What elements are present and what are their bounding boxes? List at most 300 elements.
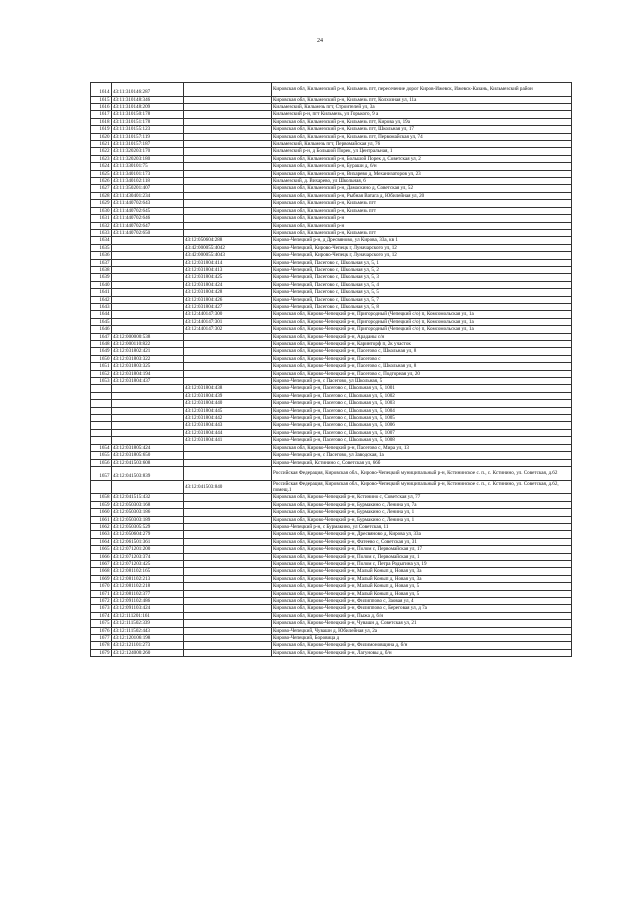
- table-row: [91, 83, 572, 97]
- table-row: [91, 385, 572, 392]
- table-row: [91, 281, 572, 288]
- cadastral-number-cell: 43:12:041503:608: [111, 459, 183, 466]
- row-number-cell: [91, 429, 112, 436]
- table-row: [91, 444, 572, 451]
- cadastral-number-cell: [111, 266, 183, 273]
- sub-cadastral-number-cell: 43:12:031804:439: [183, 392, 271, 399]
- address-cell: Российская Федерация, Кировская обл., Кирово-Чепецкий муниципальный р-н, Кстининское с. п., с. Кстинино, ул. Советская, д.62, помещ.1: [271, 480, 572, 494]
- cadastral-number-cell: 43:11:440702:650: [111, 229, 183, 236]
- cadastral-number-cell: 43:11:440702:647: [111, 222, 183, 229]
- sub-cadastral-number-cell: [183, 560, 271, 567]
- sub-cadastral-number-cell: [183, 452, 271, 459]
- row-number-cell: 1625: [91, 170, 112, 177]
- sub-cadastral-number-cell: 43:12:031804:414: [183, 259, 271, 266]
- sub-cadastral-number-cell: [183, 620, 271, 627]
- table-row: [91, 244, 572, 251]
- table-row: [91, 303, 572, 310]
- table-row: [91, 259, 572, 266]
- sub-cadastral-number-cell: [183, 141, 271, 148]
- table-row: [91, 407, 572, 414]
- table-row: [91, 429, 572, 436]
- cadastral-number-cell: 43:12:050303:189: [111, 516, 183, 523]
- table-row: [91, 274, 572, 281]
- cadastral-number-cell: 43:11:440702:643: [111, 200, 183, 207]
- table-row: [91, 289, 572, 296]
- address-cell: Кировская обл, Кирово-Чепецкий р-н, Пасегово с, Мира ул, 13: [271, 444, 572, 451]
- address-cell: Кирово-Чепецкий, Пасегово с, Школьная ул, 5, 3: [271, 274, 572, 281]
- row-number-cell: 1616: [91, 104, 112, 111]
- sub-cadastral-number-cell: 43:12:031804:445: [183, 407, 271, 414]
- address-cell: Кирово-Чепецкий р-н, с Бурмакино, ул Советская, 11: [271, 523, 572, 530]
- registry-table: [90, 82, 572, 657]
- address-cell: Кировская обл, Кирово-Чепецкий р-н, Пасегово с, Школьная ул, 8: [271, 348, 572, 355]
- row-number-cell: 1620: [91, 133, 112, 140]
- table-row: [91, 363, 572, 370]
- sub-cadastral-number-cell: [183, 96, 271, 103]
- address-cell: Кировская обл, Кирово-Чепецкий р-н, Бурмакино с, Ленина ул, 1: [271, 509, 572, 516]
- table-row: [91, 104, 572, 111]
- cadastral-number-cell: 43:12:121101:273: [111, 642, 183, 649]
- cadastral-number-cell: 43:11:310151:178: [111, 118, 183, 125]
- address-cell: Кировская обл, Кильмезский р-н, Кильмезь пгт, пересечение дорог Киров-Ижевск, Ижевск-Казань, Кильмезский район: [271, 83, 572, 97]
- row-number-cell: [91, 422, 112, 429]
- cadastral-number-cell: 43:12:124000:260: [111, 649, 183, 656]
- row-number-cell: 1664: [91, 538, 112, 545]
- table-row: [91, 141, 572, 148]
- table-row: [91, 627, 572, 634]
- cadastral-number-cell: 43:12:050305:529: [111, 523, 183, 530]
- cadastral-number-cell: [111, 400, 183, 407]
- cadastral-number-cell: [111, 281, 183, 288]
- cadastral-number-cell: 43:11:310148:346: [111, 96, 183, 103]
- sub-cadastral-number-cell: 43:12:031804:428: [183, 289, 271, 296]
- table-row: [91, 155, 572, 162]
- address-cell: Кирово-Чепецкий р-н, с Пасегово, ул Школьная, 5: [271, 378, 572, 385]
- row-number-cell: 1618: [91, 118, 112, 125]
- address-cell: Кировская обл, Кирово-Чепецкий р-н, Филимоновщина д, б/н: [271, 642, 572, 649]
- sub-cadastral-number-cell: [183, 126, 271, 133]
- address-cell: Кировская обл, Кирово-Чепецкий р-н, Каринторф п, 2к участок: [271, 341, 572, 348]
- table-row: [91, 509, 572, 516]
- sub-cadastral-number-cell: [183, 370, 271, 377]
- address-cell: Кильмезский р-н, д Большой Порек, ул Центральная, 1: [271, 148, 572, 155]
- cadastral-number-cell: [111, 385, 183, 392]
- row-number-cell: 1674: [91, 612, 112, 619]
- cadastral-number-cell: [111, 318, 183, 325]
- row-number-cell: 1644: [91, 311, 112, 318]
- sub-cadastral-number-cell: [183, 501, 271, 508]
- table-row: [91, 370, 572, 377]
- address-cell: Кировская обл, Кирово-Чепецкий р-н, Бурмакино с, Ленина ул, 7а: [271, 501, 572, 508]
- address-cell: Кирово-Чепецкий р-н, с Пасегово, ул Заводская, 1а: [271, 452, 572, 459]
- row-number-cell: 1671: [91, 590, 112, 597]
- cadastral-number-cell: 43:12:111502:339: [111, 620, 183, 627]
- table-row: [91, 133, 572, 140]
- table-row: [91, 590, 572, 597]
- address-cell: Кировская обл, Кирово-Чепецкий р-н, Чувашн д, Советская ул, 21: [271, 620, 572, 627]
- sub-cadastral-number-cell: [183, 229, 271, 236]
- address-cell: Кировская обл, Кирово-Чепецкий р-н, Пыжа д, б/н: [271, 612, 572, 619]
- row-number-cell: 1658: [91, 494, 112, 501]
- row-number-cell: 1621: [91, 141, 112, 148]
- row-number-cell: 1631: [91, 215, 112, 222]
- table-row: [91, 437, 572, 444]
- address-cell: Кировская обл, Кирово-Чепецкий р-н, Араданы с/н: [271, 333, 572, 340]
- row-number-cell: 1614: [91, 83, 112, 97]
- cadastral-number-cell: [111, 303, 183, 310]
- address-cell: Кировская обл, Кильмезский р-н, Кильмезь пгт, Кирова ул, 19а: [271, 118, 572, 125]
- sub-cadastral-number-cell: [183, 355, 271, 362]
- cadastral-number-cell: 43:12:081102:218: [111, 583, 183, 590]
- row-number-cell: 1676: [91, 627, 112, 634]
- cadastral-number-cell: 43:12:031803:325: [111, 363, 183, 370]
- table-row: [91, 422, 572, 429]
- address-cell: Кирово-Чепецкий, Пасегово с, Школьная ул, 5, 2: [271, 266, 572, 273]
- address-cell: Кировская обл, Кильмезский р-н, Кильмезь пгт: [271, 207, 572, 214]
- row-number-cell: 1637: [91, 259, 112, 266]
- sub-cadastral-number-cell: [183, 348, 271, 355]
- address-cell: Кирово-Чепецкий р-н, Пасегово с, Школьная ул, 5, 1003: [271, 400, 572, 407]
- address-cell: Кирово-Чепецкий, Пасегово с, Школьная ул, 5, 7: [271, 296, 572, 303]
- sub-cadastral-number-cell: 43:12:440147:302: [183, 326, 271, 333]
- cadastral-number-cell: [111, 311, 183, 318]
- cadastral-number-cell: [111, 392, 183, 399]
- table-row: [91, 568, 572, 575]
- cadastral-number-cell: 43:12:111201:161: [111, 612, 183, 619]
- cadastral-number-cell: 43:12:120106:198: [111, 635, 183, 642]
- table-row: [91, 222, 572, 229]
- table-row: [91, 215, 572, 222]
- sub-cadastral-number-cell: [183, 466, 271, 480]
- sub-cadastral-number-cell: 43:42:000055:4042: [183, 244, 271, 251]
- address-cell: Кильмезский, Кильмезь пгт, Первомайская ул, 76: [271, 141, 572, 148]
- cadastral-number-cell: 43:12:081102:213: [111, 575, 183, 582]
- table-row: [91, 192, 572, 199]
- cadastral-number-cell: 43:11:340102:118: [111, 178, 183, 185]
- table-row: [91, 466, 572, 480]
- row-number-cell: 1617: [91, 111, 112, 118]
- address-cell: Кировская обл, Кирово-Чепецкий р-н, Лагуновы д, б/н: [271, 649, 572, 656]
- address-cell: Российская Федерация, Кировская обл., Кирово-Чепецкий муниципальный р-н, Кстининское с. п., с. Кстинино, ул. Советская, д.62: [271, 466, 572, 480]
- cadastral-number-cell: 43:12:031804:437: [111, 378, 183, 385]
- cadastral-number-cell: 43:12:000110:822: [111, 341, 183, 348]
- address-cell: Кировская обл, Кильмезский р-н, Дамаскино д, Советская ул, 52: [271, 185, 572, 192]
- row-number-cell: 1646: [91, 326, 112, 333]
- address-cell: Кировская обл, Кильмезский р-н, Рыбная Ватага д, Юбилейная ул, 20: [271, 192, 572, 199]
- table-row: [91, 111, 572, 118]
- sub-cadastral-number-cell: 43:12:031804:426: [183, 296, 271, 303]
- sub-cadastral-number-cell: [183, 215, 271, 222]
- table-row: [91, 459, 572, 466]
- row-number-cell: 1623: [91, 155, 112, 162]
- table-row: [91, 237, 572, 244]
- row-number-cell: 1619: [91, 126, 112, 133]
- address-cell: Кировская обл, Кильмезский р-н: [271, 215, 572, 222]
- address-cell: Кировская обл, Кильмезский р-н, Вихарево д, Механизаторов ул, 23: [271, 170, 572, 177]
- address-cell: Кировская обл, Кирово-Чепецкий р-н, Кстинино с, Советская ул, 77: [271, 494, 572, 501]
- row-number-cell: 1651: [91, 363, 112, 370]
- row-number-cell: 1675: [91, 620, 112, 627]
- sub-cadastral-number-cell: [183, 612, 271, 619]
- row-number-cell: 1677: [91, 635, 112, 642]
- sub-cadastral-number-cell: [183, 178, 271, 185]
- sub-cadastral-number-cell: [183, 649, 271, 656]
- address-cell: Кировская обл, Кирово-Чепецкий р-н, Филиппово с, Береговая ул, д 7а: [271, 605, 572, 612]
- row-number-cell: 1669: [91, 575, 112, 582]
- address-cell: Кировская обл, Кильмезский р-н, Бураши д, 6/н: [271, 163, 572, 170]
- cadastral-number-cell: 43:12:091103:424: [111, 605, 183, 612]
- sub-cadastral-number-cell: [183, 148, 271, 155]
- table-row: [91, 642, 572, 649]
- address-cell: Кировская обл, Кирово-Чепецкий р-н, Пасегово с, Подгорная ул, 20: [271, 370, 572, 377]
- sub-cadastral-number-cell: [183, 575, 271, 582]
- sub-cadastral-number-cell: 43:12:031804:424: [183, 281, 271, 288]
- table-row: [91, 501, 572, 508]
- row-number-cell: 1656: [91, 459, 112, 466]
- table-row: [91, 118, 572, 125]
- sub-cadastral-number-cell: [183, 222, 271, 229]
- address-cell: Кировская обл, Кирово-Чепецкий р-н, Малый Конып д, Новая ул, 3а: [271, 568, 572, 575]
- address-cell: Кирово-Чепецкий, Кирово-Чепецк г, Луначарского ул, 12: [271, 244, 572, 251]
- sub-cadastral-number-cell: [183, 598, 271, 605]
- row-number-cell: 1642: [91, 296, 112, 303]
- address-cell: Кильмезский, д. Вихарево, ул Школьная, 6: [271, 178, 572, 185]
- row-number-cell: 1648: [91, 341, 112, 348]
- table-row: [91, 635, 572, 642]
- table-row: [91, 415, 572, 422]
- cadastral-number-cell: 43:12:000000:538: [111, 333, 183, 340]
- row-number-cell: 1636: [91, 252, 112, 259]
- page-number: 24: [317, 38, 323, 44]
- row-number-cell: 1615: [91, 96, 112, 103]
- table-row: [91, 126, 572, 133]
- address-cell: Кирово-Чепецкий, Чувашн д, Юбилейная ул, 2а: [271, 627, 572, 634]
- row-number-cell: 1643: [91, 303, 112, 310]
- cadastral-number-cell: 43:11:340101:173: [111, 170, 183, 177]
- cadastral-number-cell: 43:12:061501:361: [111, 538, 183, 545]
- row-number-cell: 1628: [91, 192, 112, 199]
- table-row: [91, 296, 572, 303]
- address-cell: Кировская обл, Кирово-Чепецкий р-н, Филиппово с, Заовая ул, 4: [271, 598, 572, 605]
- address-cell: Кирово-Чепецкий р-н, Пасегово с, Школьная ул, 5, 1004: [271, 407, 572, 414]
- row-number-cell: 1667: [91, 560, 112, 567]
- sub-cadastral-number-cell: [183, 583, 271, 590]
- sub-cadastral-number-cell: 43:12:440147:301: [183, 318, 271, 325]
- row-number-cell: 1632: [91, 222, 112, 229]
- cadastral-number-cell: 43:11:310150:178: [111, 111, 183, 118]
- table-row: [91, 266, 572, 273]
- address-cell: Кировская обл, Кильмезский р-н, Кильмезь пгт: [271, 229, 572, 236]
- row-number-cell: 1652: [91, 370, 112, 377]
- row-number-cell: 1647: [91, 333, 112, 340]
- sub-cadastral-number-cell: [183, 170, 271, 177]
- sub-cadastral-number-cell: 43:12:440147:300: [183, 311, 271, 318]
- sub-cadastral-number-cell: [183, 523, 271, 530]
- cadastral-number-cell: 43:11:310155:123: [111, 126, 183, 133]
- table-row: [91, 96, 572, 103]
- row-number-cell: 1670: [91, 583, 112, 590]
- cadastral-number-cell: 43:12:031805:650: [111, 452, 183, 459]
- cadastral-number-cell: 43:12:111502:443: [111, 627, 183, 634]
- table-row: [91, 178, 572, 185]
- address-cell: Кирово-Чепецкий, Кирово-Чепецк г, Луначарского ул, 12: [271, 252, 572, 259]
- row-number-cell: 1627: [91, 185, 112, 192]
- table-row: [91, 649, 572, 656]
- sub-cadastral-number-cell: [183, 605, 271, 612]
- sub-cadastral-number-cell: 43:12:031804:427: [183, 303, 271, 310]
- table-row: [91, 207, 572, 214]
- row-number-cell: [91, 415, 112, 422]
- sub-cadastral-number-cell: [183, 538, 271, 545]
- cadastral-number-cell: 43:12:071201:200: [111, 546, 183, 553]
- sub-cadastral-number-cell: 43:12:031804:440: [183, 400, 271, 407]
- address-cell: Кировская обл, Кирово-Чепецкий р-н, Полом с, Петра Родыгина ул, 19: [271, 560, 572, 567]
- sub-cadastral-number-cell: [183, 642, 271, 649]
- sub-cadastral-number-cell: [183, 531, 271, 538]
- cadastral-number-cell: 43:12:031804:194: [111, 370, 183, 377]
- cadastral-number-cell: 43:11:440702:646: [111, 215, 183, 222]
- cadastral-number-cell: 43:11:320203:180: [111, 155, 183, 162]
- address-cell: Кирово-Чепецкий р-н, Пасегово с, Школьная ул, 5, 1008: [271, 437, 572, 444]
- row-number-cell: 1655: [91, 452, 112, 459]
- address-cell: Кирово-Чепецкий, Боровица д: [271, 635, 572, 642]
- table-row: [91, 341, 572, 348]
- table-row: [91, 163, 572, 170]
- sub-cadastral-number-cell: [183, 200, 271, 207]
- table-row: [91, 400, 572, 407]
- cadastral-number-cell: 43:11:440702:645: [111, 207, 183, 214]
- table-row: [91, 494, 572, 501]
- sub-cadastral-number-cell: [183, 333, 271, 340]
- address-cell: Кировская обл, Кирово-Чепецкий р-н, Пасегово с, Школьная ул, 8: [271, 363, 572, 370]
- sub-cadastral-number-cell: [183, 494, 271, 501]
- address-cell: Кировская обл, Кирово-Чепецкий р-н, Малый Конып д, Новая ул, 5: [271, 590, 572, 597]
- row-number-cell: [91, 392, 112, 399]
- cadastral-number-cell: 43:12:071203:374: [111, 553, 183, 560]
- address-cell: Кировская обл, Кирово-Чепецкий р-н, Малый Конып д, Новая ул, 3а: [271, 575, 572, 582]
- row-number-cell: 1638: [91, 266, 112, 273]
- row-number-cell: 1673: [91, 605, 112, 612]
- table-row: [91, 348, 572, 355]
- table-row: [91, 598, 572, 605]
- cadastral-number-cell: [111, 259, 183, 266]
- address-cell: Кирово-Чепецкий р-н, Пасегово с, Школьная ул, 5, 1001: [271, 385, 572, 392]
- sub-cadastral-number-cell: [183, 553, 271, 560]
- address-cell: Кировская обл, Кирово-Чепецкий р-н, Фатеево с, Советская ул, 31: [271, 538, 572, 545]
- row-number-cell: 1660: [91, 509, 112, 516]
- address-cell: Кировская обл, Кирово-Чепецкий р-н, Пригородный (Чепецкий с/о) п, Комсомольская ул, 1а: [271, 318, 572, 325]
- sub-cadastral-number-cell: [183, 341, 271, 348]
- address-cell: Кировская обл, Кильмезский р-н, Кильмезь пгт: [271, 200, 572, 207]
- cadastral-number-cell: [111, 237, 183, 244]
- sub-cadastral-number-cell: [183, 163, 271, 170]
- address-cell: Кировская обл, Кирово-Чепецкий р-н, Пасегово с: [271, 355, 572, 362]
- row-number-cell: 1668: [91, 568, 112, 575]
- sub-cadastral-number-cell: [183, 363, 271, 370]
- row-number-cell: 1653: [91, 378, 112, 385]
- address-cell: Кировская обл, Кильмезский р-н, Кильмезь пгт, Колхозная ул, 11а: [271, 96, 572, 103]
- address-cell: Кирово-Чепецкий р-н, д Дресвяново, ул Кирова, 33а, кв 1: [271, 237, 572, 244]
- address-cell: Кировская обл, Кильмезский р-н, Большой Порек д, Советская ул, 2: [271, 155, 572, 162]
- table-row: [91, 311, 572, 318]
- cadastral-number-cell: 43:12:031805:424: [111, 444, 183, 451]
- sub-cadastral-number-cell: 43:42:000055:4043: [183, 252, 271, 259]
- table-row: [91, 546, 572, 553]
- sub-cadastral-number-cell: [183, 444, 271, 451]
- row-number-cell: 1663: [91, 531, 112, 538]
- sub-cadastral-number-cell: [183, 516, 271, 523]
- row-number-cell: 1629: [91, 200, 112, 207]
- cadastral-number-cell: 43:11:320203:170: [111, 148, 183, 155]
- address-cell: Кировская обл, Кильмезский р-н, Кильмезь пгт, Школьная ул, 17: [271, 126, 572, 133]
- sub-cadastral-number-cell: [183, 590, 271, 597]
- cadastral-number-cell: 43:11:310157:187: [111, 141, 183, 148]
- row-number-cell: 1645: [91, 318, 112, 325]
- sub-cadastral-number-cell: 43:12:031804:442: [183, 415, 271, 422]
- sub-cadastral-number-cell: [183, 459, 271, 466]
- sub-cadastral-number-cell: 43:12:031804:425: [183, 274, 271, 281]
- address-cell: Кирово-Чепецкий р-н, Пасегово с, Школьная ул, 5, 1002: [271, 392, 572, 399]
- cadastral-number-cell: 43:12:081102:165: [111, 568, 183, 575]
- table-row: [91, 560, 572, 567]
- table-row: [91, 185, 572, 192]
- address-cell: Кирово-Чепецкий, Пасегово с, Школьная ул, 5, 5: [271, 289, 572, 296]
- row-number-cell: 1678: [91, 642, 112, 649]
- row-number-cell: 1657: [91, 466, 112, 480]
- table-row: [91, 620, 572, 627]
- cadastral-number-cell: 43:12:031802:421: [111, 348, 183, 355]
- table-row: [91, 252, 572, 259]
- table-row: [91, 378, 572, 385]
- table-row: [91, 553, 572, 560]
- cadastral-number-cell: 43:11:310148:209: [111, 104, 183, 111]
- address-cell: Кировская обл, Кирово-Чепецкий р-н, Бурмакино с, Ленина ул, 1: [271, 516, 572, 523]
- row-number-cell: 1630: [91, 207, 112, 214]
- sub-cadastral-number-cell: [183, 568, 271, 575]
- cadastral-number-cell: 43:12:071203:425: [111, 560, 183, 567]
- row-number-cell: 1635: [91, 244, 112, 251]
- row-number-cell: 1622: [91, 148, 112, 155]
- row-number-cell: 1634: [91, 237, 112, 244]
- sub-cadastral-number-cell: 43:12:041503:840: [183, 480, 271, 494]
- table-row: [91, 516, 572, 523]
- row-number-cell: 1650: [91, 355, 112, 362]
- cadastral-number-cell: 43:11:350201:407: [111, 185, 183, 192]
- row-number-cell: 1679: [91, 649, 112, 656]
- address-cell: Кировская обл, Кирово-Чепецкий р-н, Пригородный (Чепецкий с/о) п, Комсомольская ул, 1а: [271, 326, 572, 333]
- table-row: [91, 326, 572, 333]
- row-number-cell: [91, 385, 112, 392]
- cadastral-number-cell: [111, 415, 183, 422]
- row-number-cell: [91, 480, 112, 494]
- table-row: [91, 392, 572, 399]
- table-row: [91, 452, 572, 459]
- row-number-cell: 1654: [91, 444, 112, 451]
- sub-cadastral-number-cell: [183, 546, 271, 553]
- address-cell: Кирово-Чепецкий р-н, Пасегово с, Школьная ул, 5, 1007: [271, 429, 572, 436]
- sub-cadastral-number-cell: 43:12:031804:443: [183, 422, 271, 429]
- table-row: [91, 523, 572, 530]
- table-row: [91, 333, 572, 340]
- sub-cadastral-number-cell: [183, 155, 271, 162]
- sub-cadastral-number-cell: [183, 111, 271, 118]
- table-row: [91, 318, 572, 325]
- table-row: [91, 148, 572, 155]
- row-number-cell: 1641: [91, 289, 112, 296]
- address-cell: Кирово-Чепецкий, Пасегово с, Школьная ул, 5, 4: [271, 281, 572, 288]
- cadastral-number-cell: [111, 480, 183, 494]
- row-number-cell: 1626: [91, 178, 112, 185]
